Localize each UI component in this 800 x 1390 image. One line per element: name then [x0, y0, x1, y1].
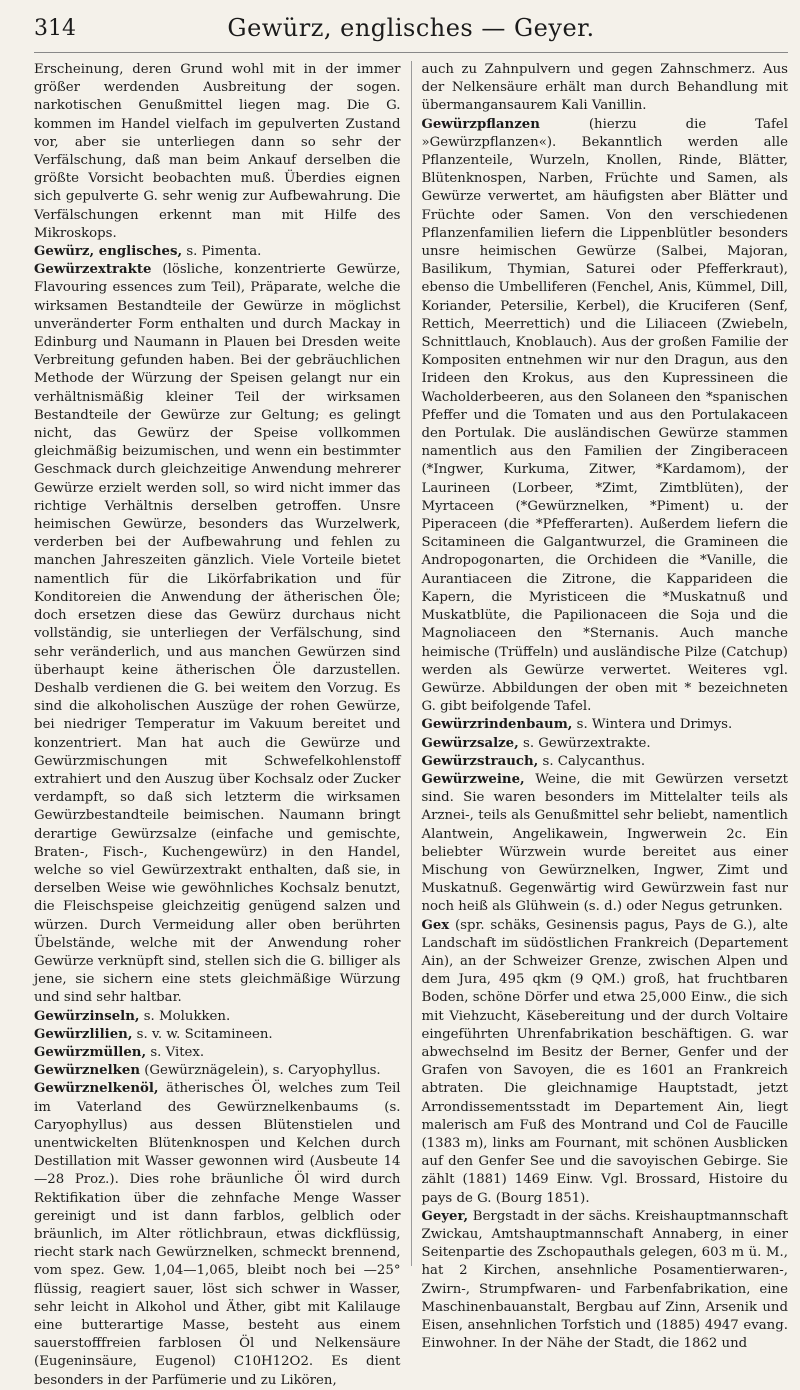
- entry-text: (Gewürznägelein), s. Caryophyllus.: [140, 1063, 381, 1079]
- dictionary-entry: [421, 116, 788, 717]
- dictionary-entry: [421, 917, 788, 1208]
- dictionary-entry: [421, 716, 788, 734]
- entry-headword: Gewürzstrauch,: [421, 753, 539, 769]
- entry-headword: Gewürznelkenöl,: [34, 1081, 159, 1097]
- entry-text: (hierzu die Tafel »Gewürzpflanzen«). Bekanntlich werden alle Pflanzenteile, Wurzeln, Knollen, Rinde, Blätter, Blütenknospen, Narben, Früchte und Samen, als Gewürze verwertet, am häufigsten aber Blätter und Früchte oder Samen. Von den verschiedenen Pflanzenfamilien liefern die Lippenblütler besonders unsre heimischen Gewürze (Salbei, Majoran, Basilikum, Thymian, Saturei oder Pfefferkraut), ebenso die Umbelliferen (Fenchel, Anis, Kümmel, Dill, Koriander, Petersilie, Kerbel), die Kruciferen (Senf, Rettich, Meerrettich) und die Liliaceen (Zwiebeln, Schnittlauch, Knoblauch). Aus der großen Familie der Kompositen entnehmen wir nur den Dragun, aus den Irideen den Krokus, aus den Kupressineen die Wacholderbeeren, aus den Solaneen den *spanischen Pfeffer und die Tomaten und aus den Portulakaceen den Portulak. Die ausländischen Gewürze stammen namentlich aus den Familien der Zingiberaceen (*Ingwer, Kurkuma, Zitwer, *Kardamom), der Laurineen (Lorbeer, *Zimt, Zimtblüten), der Myrtaceen (*Gewürznelken, *Piment) u. der Piperaceen (die *Pfefferarten). Außerdem liefern die Scitamineen die Galgantwurzel, die Gramineen die Andropogonarten, die Orchideen die *Vanille, die Aurantiaceen die Zitrone, die Kapparideen die Kapern, die Myristiceen die *Muskatnuß und Muskatblüte, die Papilionaceen die Soja und die Magnoliaceen den *Sternanis. Auch manche heimische (Trüffeln) und ausländische Pilze (Catchup) werden als Gewürze verwertet. Weiteres vgl. Gewürze. Abbildungen der oben mit * bezeichneten G. gibt beifolgende Tafel.: [421, 116, 788, 715]
- entry-text: (lösliche, konzentrierte Gewürze, Flavouring essences zum Teil), Präparate, welche die wirksamen Bestandteile der Gewürze in möglichst unveränderter Form enthalten und durch Mackay in Edinburg und Naumann in Plauen bei Dresden weite Verbreitung gefunden haben. Bei der gebräuchlichen Methode der Würzung der Speisen gelangt nur ein verhältnismäßig kleiner Teil der wirksamen Bestandteile der Gewürze zur Geltung; es gelingt nicht, das Gewürz der Speise vollkommen gleichmäßig beizumischen, und wenn ein bestimmter Geschmack durch gleichzeitige Anwendung mehrerer Gewürze erzielt werden soll, so wird nicht immer das richtige Verhältnis derselben getroffen. Unsre heimischen Gewürze, besonders das Wurzelwerk, verderben bei der Aufbewahrung und fehlen zu manchen Jahreszeiten gänzlich. Viele Vorteile bietet namentlich für die Likörfabrikation und für Konditoreien die Anwendung der ätherischen Öle; doch ersetzen diese das Gewürz durchaus nicht vollständig, sie unterliegen der Verfälschung, sind sehr veränderlich, und aus manchen Gewürzen sind überhaupt keine ätherischen Öle darzustellen. Deshalb verdienen die G. bei weitem den Vorzug. Es sind die alkoholischen Auszüge der rohen Gewürze, bei niedriger Temperatur im Vakuum bereitet und konzentriert. Man hat auch die Gewürze und Gewürzmischungen mit Schwefelkohlenstoff extrahiert und den Auszug über Kochsalz oder Zucker verdampft, so daß sich letzterm die wirksamen Gewürzbestandteile beimischen. Naumann bringt derartige Gewürzsalze (einfache und gemischte, Braten-, Fisch-, Kuchengewürz) in den Handel, welche so viel Gewürzextrakt enthalten, daß sie, in derselben Weise wie gewöhnliches Kochsalz benutzt, die Fleischspeise gleichzeitig genügend salzen und würzen. Durch Vermeidung aller oben berührten Übelstände, welche mit der Anwendung roher Gewürze verknüpft sind, stellen sich die G. billiger als jene, sie sichern eine stets gleichmäßige Würzung und sind sehr haltbar.: [34, 262, 401, 1006]
- running-title: Gewürz, englisches — Geyer.: [227, 14, 595, 42]
- entry-headword: Gewürzrindenbaum,: [421, 717, 573, 733]
- entry-text: s. v. w. Scitamineen.: [132, 1026, 273, 1042]
- entry-text: s. Wintera und Drimys.: [572, 717, 733, 733]
- dictionary-entry: [421, 753, 788, 771]
- entry-text: ätherisches Öl, welches zum Teil im Vaterland des Gewürznelkenbaums (s. Caryophyllus) aus dessen Blütenstielen und unentwickelten Blütenknospen und Kelchen durch Destillation mit Wasser gewonnen wird (Ausbeute 14—28 Proz.). Dies rohe bräunliche Öl wird durch Rektifikation über die zehnfache Menge Wasser gereinigt und ist dann farblos, gelblich oder bräunlich, im Alter rötlichbraun, etwas dickflüssig, riecht stark nach Gewürznelken, schmeckt brennend, vom spez. Gew. 1,04—1,065, bleibt noch bei —25° flüssig, reagiert sauer, löst sich schwer in Wasser, sehr leicht in Alkohol und Äther, gibt mit Kalilauge eine butterartige Masse, besteht aus einem sauerstofffreien farblosen Öl und Nelkensäure (Eugeninsäure, Eugenol) C10H12O2. Es dient besonders in der Parfümerie und zu Likören,: [34, 1081, 401, 1388]
- dictionary-entry: [34, 1044, 401, 1062]
- text-columns: [34, 61, 788, 1388]
- page-header: [34, 0, 788, 53]
- dictionary-entry: [34, 1008, 401, 1026]
- dictionary-entry: [34, 1080, 401, 1389]
- entry-text: s. Calycanthus.: [538, 753, 646, 769]
- entry-headword: Gewürzextrakte: [34, 262, 152, 278]
- entry-text: s. Gewürzextrakte.: [518, 735, 651, 751]
- entry-headword: Gewürzinseln,: [34, 1008, 140, 1024]
- dictionary-entry: [34, 1026, 401, 1044]
- entry-headword: Gewürzweine,: [421, 771, 525, 787]
- entry-headword: Gex: [421, 917, 450, 933]
- dictionary-entry: [421, 771, 788, 917]
- entry-headword: Geyer,: [421, 1208, 469, 1224]
- dictionary-entry: [421, 735, 788, 753]
- dictionary-entry: [421, 1208, 788, 1354]
- dictionary-entry: [34, 61, 401, 243]
- dictionary-entry: [34, 243, 401, 261]
- dictionary-entry: [421, 61, 788, 116]
- entry-text: s. Molukken.: [139, 1008, 231, 1024]
- entry-headword: Gewürzsalze,: [421, 735, 519, 751]
- entry-text: Erscheinung, deren Grund wohl mit in der immer größer werdenden Ausbreitung der sogen. narkotischen Genußmittel liegen mag. Die G. kommen im Handel vielfach im gepulverten Zustand vor, aber sie unterliegen dann so sehr der Verfälschung, daß man beim Ankauf derselben die größte Vorsicht beobachten muß. Überdies eignen sich gepulverte G. sehr wenig zur Aufbewahrung. Die Verfälschungen erkennt man mit Hilfe des Mikroskops.: [34, 62, 401, 241]
- entry-headword: Gewürzpflanzen: [421, 116, 540, 132]
- entry-text: s. Pimenta.: [182, 244, 262, 260]
- page-number: 314: [34, 16, 76, 41]
- entry-headword: Gewürzmüllen,: [34, 1044, 147, 1060]
- entry-headword: Gewürzlilien,: [34, 1026, 133, 1042]
- entry-headword: Gewürznelken: [34, 1063, 141, 1079]
- entry-text: auch zu Zahnpulvern und gegen Zahnschmerz. Aus der Nelkensäure erhält man durch Behandlung mit übermangansaurem Kali Vanillin.: [421, 62, 788, 114]
- dictionary-entry: [34, 261, 401, 1007]
- entry-text: Weine, die mit Gewürzen versetzt sind. Sie waren besonders im Mittelalter teils als Arznei-, teils als Genußmittel sehr beliebt, namentlich Alantwein, Angelikawein, Ingwerwein 2c. Ein beliebter Würzwein wurde bereitet aus einer Mischung von Gewürznelken, Ingwer, Zimt und Muskatnuß. Gegenwärtig wird Gewürzwein fast nur noch heiß als Glühwein (s. d.) oder Negus getrunken.: [421, 771, 788, 915]
- right-column: [421, 61, 788, 1352]
- entry-text: s. Vitex.: [146, 1044, 205, 1060]
- dictionary-entry: [34, 1062, 401, 1080]
- column-divider: [411, 61, 412, 1266]
- entry-headword: Gewürz, englisches,: [34, 244, 183, 260]
- entry-text: (spr. schäks, Gesinensis pagus, Pays de G.), alte Landschaft im südöstlichen Frankreich (Departement Ain), an der Schweizer Grenze, zwischen Alpen und dem Jura, 495 qkm (9 QM.) groß, hat fruchtbaren Boden, schöne Dörfer und etwa 25,000 Einw., die sich mit Viehzucht, Käsebereitung und der durch Voltaire eingeführten Uhrenfabrikation beschäftigen. G. war abwechselnd im Besitz der Berner, Genfer und der Grafen von Savoyen, die es 1601 an Frankreich abtraten. Die gleichnamige Hauptstadt, jetzt Arrondissementsstadt im Departement Ain, liegt malerisch am Fuß des Montrand und Col de Faucille (1383 m), links am Fournant, mit schönen Ausblicken auf den Genfer See und die savoyischen Gebirge. Sie zählt (1881) 1469 Einw. Vgl. Brossard, Histoire du pays de G. (Bourg 1851).: [421, 917, 788, 1206]
- left-column: [34, 61, 401, 1388]
- entry-text: Bergstadt in der sächs. Kreishauptmannschaft Zwickau, Amtshauptmannschaft Annaberg, in einer Seitenpartie des Zschopauthals gelegen, 603 m ü. M., hat 2 Kirchen, ansehnliche Posamentierwaren-, Zwirn-, Strumpfwaren- und Farbenfabrikation, eine Maschinenbauanstalt, Bergbau auf Zinn, Arsenik und Eisen, ansehnlichen Torfstich und (1885) 4947 evang. Einwohner. In der Nähe der Stadt, die 1862 und: [421, 1208, 788, 1352]
